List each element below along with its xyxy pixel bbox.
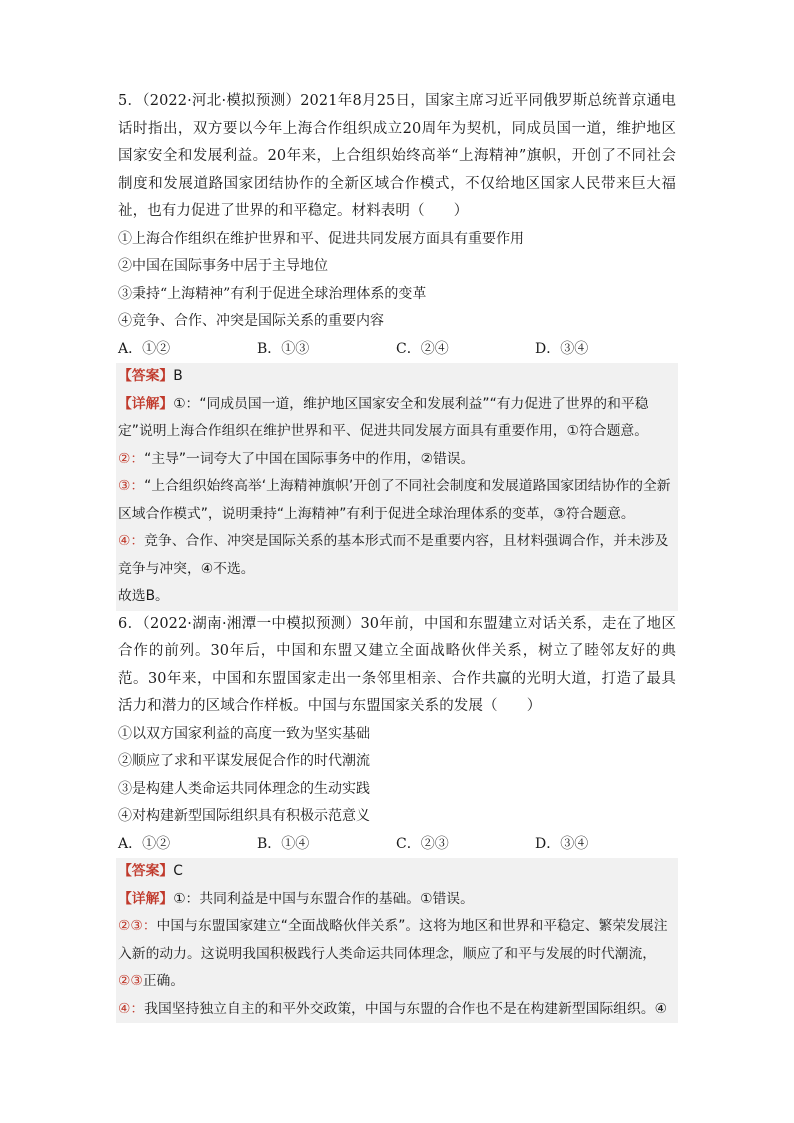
q5-item-2: ②中国在国际事务中居于主导地位 — [118, 258, 328, 274]
q5-item-3: ③秉持“上海精神”有利于促进全球治理体系的变革 — [118, 285, 427, 302]
q6-detail-1 — [118, 886, 676, 914]
detail-label: 【详解】 — [118, 395, 174, 412]
detail-text: “主导”一词夸大了中国在国际事务中的作用，②错误。 — [144, 450, 475, 467]
detail-text: ①：“同成员国一道，维护地区国家安全和发展利益”“有力促进了世界的和平稳定”说明上海合作组织在维护世界和平、促进共同发展方面具有重要作用，①符合题意。 — [118, 395, 649, 439]
q6-item-4: ④对构建新型国际组织具有积极示范意义 — [118, 808, 370, 824]
q5-answer-block — [116, 363, 678, 611]
detail-text: “上合组织始终高举‘上海精神旗帜’开创了不同社会制度和发展道路国家团结协作的全新区域合作模式”，说明秉持“上海精神”有利于促进全球治理体系的变革，③符合题意。 — [118, 478, 671, 522]
q5-choice-d: D．③④ — [535, 340, 589, 357]
answer-label: 【答案】 — [118, 863, 174, 879]
q5-choice-c: C．②④ — [396, 340, 449, 357]
detail-text: 竞争、合作、冲突是国际关系的基本形式而不是重要内容，且材料强调合作，并未涉及竞争与冲突，④不选。 — [118, 533, 669, 577]
q6-answer-block — [116, 858, 678, 1023]
detail-mark: ④： — [118, 533, 145, 549]
q5-answer — [118, 363, 676, 391]
q5-choice-a: A．①② — [118, 340, 171, 357]
detail-text: 中国与东盟国家建立“全面战略伙伴关系”。这将为地区和世界和平稳定、繁荣发展注入新的动力。这说明我国积极践行人类命运共同体理念，顺应了和平与发展的时代潮流， — [118, 918, 668, 962]
q5-choices — [118, 336, 676, 364]
q5-item-4: ④竞争、合作、冲突是国际关系的重要内容 — [118, 313, 384, 329]
q6-choices — [118, 831, 676, 859]
detail-mark: ②③： — [118, 918, 157, 934]
detail-mark: ②： — [118, 450, 145, 467]
q5-detail-3 — [118, 473, 676, 528]
q5-stem: 5．（2022·河北·模拟预测）2021年8月25日，国家主席习近平同俄罗斯总统普京通电话时指出，双方要以今年上海合作组织成立20周年为契机，同成员国一道，维护地区国家安全和发展利益。20年来，上合组织始终高举“上海精神”旗帜，开创了不同社会制度和发展道路国家团结协作的全新区域合作模式，不仅给地区国家人民带来巨大福祉，也有力促进了世界的和平稳定。材料表明（ ） — [118, 93, 676, 219]
q5-detail-2 — [118, 446, 676, 474]
q6-choice-b: B．①④ — [257, 835, 310, 852]
q6-detail-4 — [118, 996, 676, 1024]
q6-item-2: ②顺应了求和平谋发展促合作的时代潮流 — [118, 753, 370, 769]
q5-item-1: ①上海合作组织在维护世界和平、促进共同发展方面具有重要作用 — [118, 230, 524, 247]
q6-choice-a: A．①② — [118, 835, 171, 852]
document-page — [118, 88, 676, 1023]
answer-value: B — [173, 368, 183, 384]
detail-mark: ③： — [118, 478, 145, 494]
detail-text: 我国坚持独立自主的和平外交政策，中国与东盟的合作也不是在构建新型国际组织。④ — [144, 1000, 668, 1017]
q5-detail-1 — [118, 391, 676, 446]
q6-item-3: ③是构建人类命运共同体理念的生动实践 — [118, 780, 370, 797]
q6-answer — [118, 858, 676, 886]
q6-stem: 6．（2022·湖南·湘潭一中模拟预测）30年前，中国和东盟建立对话关系，走在了地区合作的前列。30年后，中国和东盟又建立全面战略伙伴关系，树立了睦邻友好的典范。30年来，中国和东盟国家走出一条邻里相亲、合作共赢的光明大道，打造了最具活力和潜力的区域合作样板。中国与东盟国家关系的发展（ ） — [118, 615, 676, 714]
detail-mark-end: ②③ — [118, 973, 143, 989]
q6-choice-d: D．③④ — [535, 835, 589, 852]
q5-conclusion: 故选B。 — [118, 588, 169, 604]
q5-choice-b: B．①③ — [257, 340, 310, 357]
q6-detail-2 — [118, 913, 676, 996]
q6-item-1: ①以双方国家利益的高度一致为坚实基础 — [118, 725, 370, 742]
detail-label: 【详解】 — [118, 890, 174, 907]
q5-detail-4 — [118, 528, 676, 583]
answer-value: C — [173, 863, 183, 879]
detail-text-tail: 正确。 — [142, 973, 185, 989]
detail-mark: ④： — [118, 1000, 145, 1017]
detail-text: ①：共同利益是中国与东盟合作的基础。①错误。 — [173, 890, 474, 907]
answer-label: 【答案】 — [118, 368, 174, 384]
q6-choice-c: C．②③ — [396, 835, 449, 852]
